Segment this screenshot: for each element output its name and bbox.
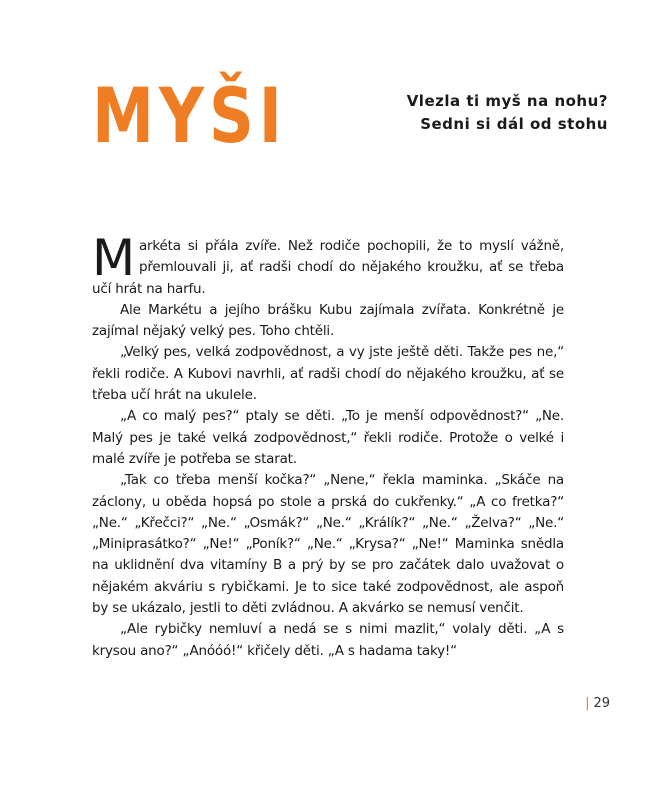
page-number-value: 29 <box>593 696 610 711</box>
paragraph-1-text: arkéta si přála zvíře. Než rodiče pochopili, že to myslí vážně, přemlouvali ji, ať radši chodí do nějakého kroužku, ať se třeba učí hrát na harfu. <box>92 238 564 297</box>
epigraph <box>407 90 608 136</box>
paragraph-5: „Tak co třeba menší kočka?“ „Nene,“ řekla maminka. „Skáče na záclony, u oběda hopsá po stole a prská do cukřenky.“ „A co fretka?“ „Ne.“ „Křečci?“ „Ne.“ „Osmák?“ „Ne.“ „Králík?“ „Ne.“ „Želva?“ „Ne.“ „Miniprasátko?“ „Ne!“ „Poník?“ „Ne.“ „Krysa?“ „Ne!“ Maminka snědla na uklidnění dva vitamíny B a prý by se pro začátek dalo uvažovat o nějakém akváriu s rybičkami. Je to sice také zodpovědnost, ale aspoň by se ukázalo, jestli to děti zvládnou. A akvárko se nemusí venčit. <box>92 472 564 617</box>
page-number <box>585 696 610 711</box>
paragraph-4: „A co malý pes?“ ptaly se děti. „To je menší odpovědnost?“ „Ne. Malý pes je také velká zodpovědnost,“ řekli rodiče. Protože o velké i malé zvíře je potřeba se starat. <box>92 408 564 467</box>
chapter-title: MYŠI <box>92 71 287 160</box>
body-text <box>92 229 564 662</box>
paragraph-6: „Ale rybičky nemluví a nedá se s nimi mazlit,“ volaly děti. „A s krysou ano?“ „Anóóó!“ křičely děti. „A s hadama taky!“ <box>92 621 564 659</box>
drop-cap: M <box>92 229 135 287</box>
paragraph-2: Ale Markétu a jejího brášku Kubu zajímala zvířata. Konkrétně je zajímal nějaký velký pes. Toho chtěli. <box>92 301 564 340</box>
paragraph-1 <box>92 229 564 300</box>
epigraph-line-1: Vlezla ti myš na nohu? <box>406 92 608 110</box>
epigraph-line-2: Sedni si dál od stohu <box>420 115 608 133</box>
page-number-divider: | <box>585 696 590 711</box>
paragraph-3: „Velký pes, velká zodpovědnost, a vy jste ještě děti. Takže pes ne,“ řekli rodiče. A Kubovi navrhli, ať radši chodí do nějakého kroužku, ať se třeba učí hrát na ukulele. <box>92 344 564 404</box>
